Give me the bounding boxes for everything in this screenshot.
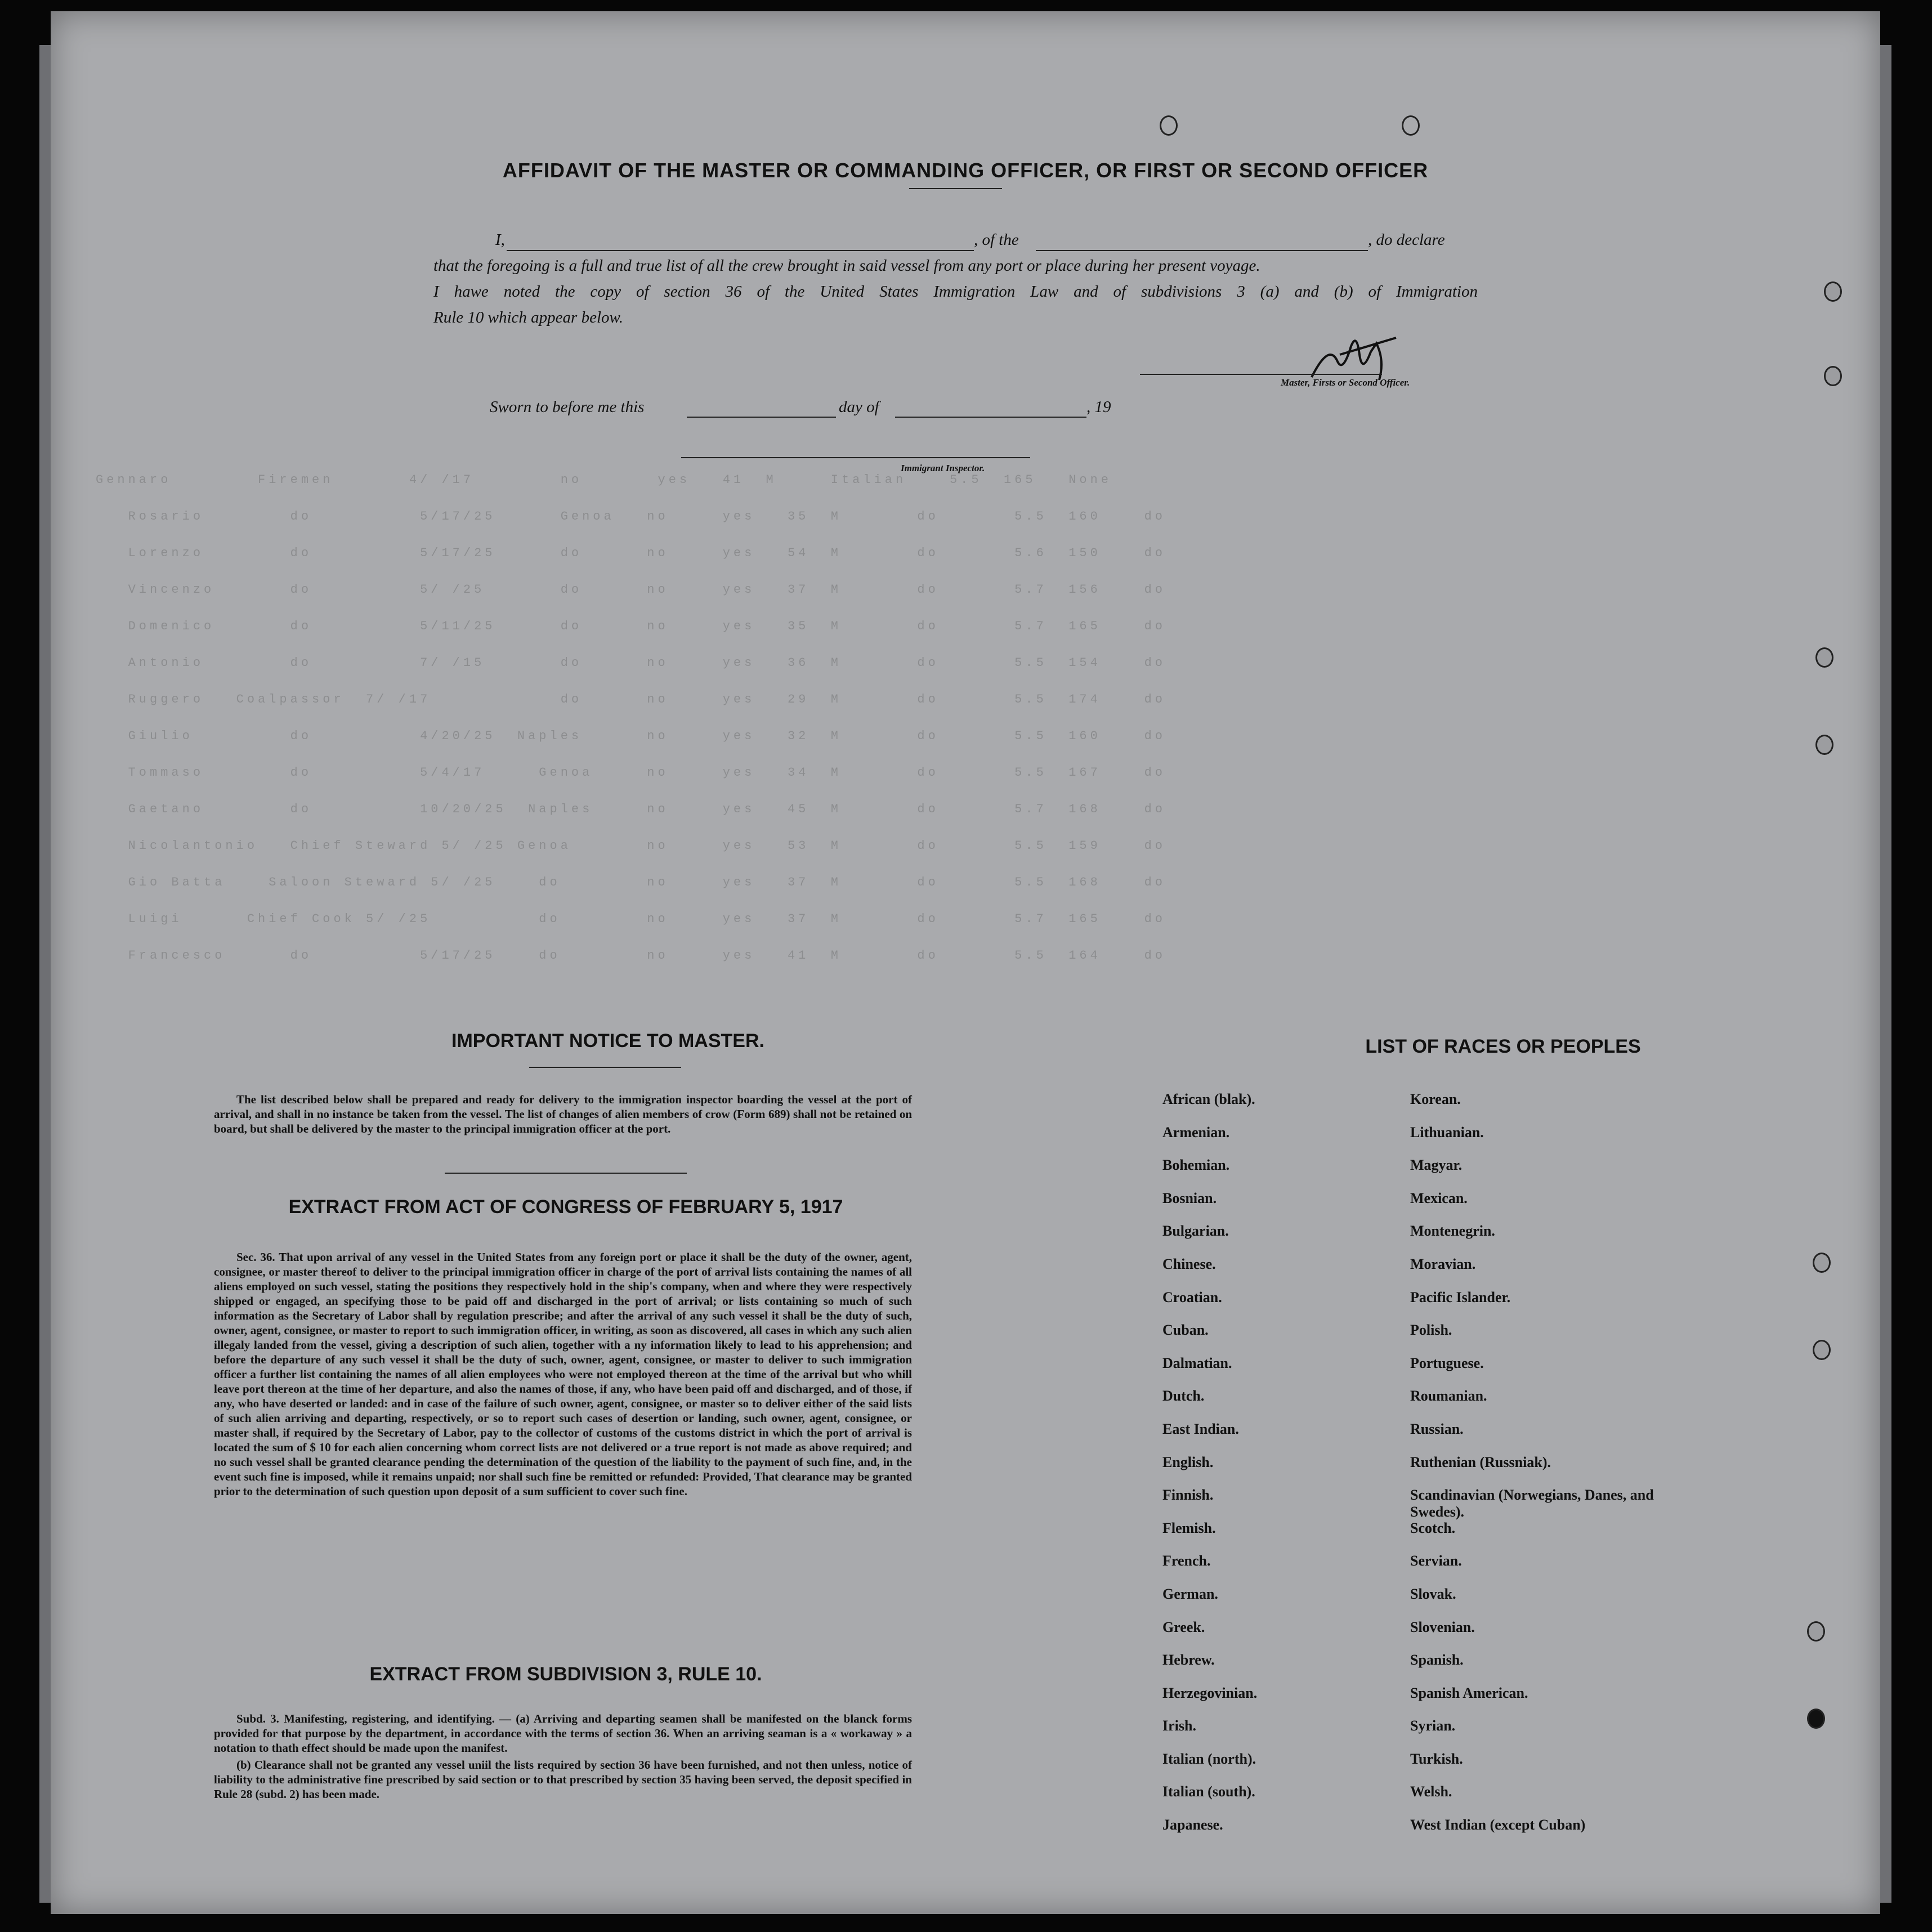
affidavit-declare: , do declare (1368, 231, 1445, 249)
col1-race-item: Japanese. (1162, 1817, 1223, 1833)
binder-hole-icon (1807, 1709, 1825, 1729)
sworn-day-of: day of (839, 398, 879, 416)
binder-hole-icon (1813, 1340, 1831, 1360)
binder-hole-icon (1824, 366, 1842, 386)
binder-hole-icon (1807, 1621, 1825, 1642)
col2-race-item: Russian. (1410, 1420, 1464, 1437)
col2-race-item: Mexican. (1410, 1189, 1468, 1206)
col1-race-item: German. (1162, 1585, 1218, 1602)
col1-race-item: Chinese. (1162, 1255, 1216, 1272)
affidavit-line-4: Rule 10 which appear below. (433, 308, 623, 327)
col2-race-item: Servian. (1410, 1553, 1462, 1569)
section-divider (445, 1173, 687, 1174)
sworn-year: , 19 (1086, 398, 1111, 416)
sworn-text: Sworn to before me this (490, 398, 645, 416)
races-column-1 (1162, 1091, 1376, 1850)
col1-race-item: Dutch. (1162, 1388, 1205, 1405)
col2-race-item: Korean. (1410, 1091, 1461, 1107)
col2-race-item: Syrian. (1410, 1718, 1456, 1734)
affidavit-line-3: I hawe noted the copy of section 36 of the United States Immigration Law and of subdivisions 3 (a) and (b) of Immigration (433, 283, 1478, 301)
act-title: EXTRACT FROM ACT OF CONGRESS OF FEBRUARY 5, 1917 (288, 1196, 843, 1218)
sworn-day-line (687, 417, 836, 418)
binder-hole-icon (1815, 735, 1833, 755)
vessel-name-line (1036, 250, 1368, 251)
inspector-line (681, 457, 1030, 458)
col1-race-item: French. (1162, 1553, 1211, 1569)
col1-race-item: Hebrew. (1162, 1652, 1215, 1669)
col1-race-item: African (blak). (1162, 1091, 1255, 1107)
binder-hole-icon (1813, 1253, 1831, 1273)
col1-race-item: English. (1162, 1454, 1214, 1470)
col1-race-item: Herzegovinian. (1162, 1684, 1258, 1701)
affidavit-title: AFFIDAVIT OF THE MASTER OR COMMANDING OFFICER, OR FIRST OR SECOND OFFICER (502, 159, 1429, 182)
signature-line (1140, 374, 1382, 375)
punch-mark-icon (1402, 115, 1420, 136)
col1-race-item: Bohemian. (1162, 1157, 1230, 1174)
col1-race-item: Irish. (1162, 1718, 1196, 1734)
col2-race-item: Roumanian. (1410, 1388, 1487, 1405)
sworn-month-line (895, 417, 1086, 418)
col2-race-item: Spanish. (1410, 1652, 1464, 1669)
col1-race-item: Dalmatian. (1162, 1354, 1232, 1371)
act-text: Sec. 36. That upon arrival of any vessel in the United States from any foreign port or place it shall be the duty of the owner, agent, consignee, or master thereof to deliver to the principal immigration officer in charge of the port of arrival lists containing the names of all aliens employed on such vessel, stating the positions they respectively hold in the ship's company, when and where they were respectively shipped or engaged, an specifying those to be paid off and discharged in the port of arrival; or lists containing so much of such information as the Secretary of Labor shall by regulation prescribe; and after the arrival of any such vessel it shall be the duty of such, owner, agent, consignee, or master to report to such immigration officer, in writing, as soon as discovered, all cases in which any such alien illegaly landed from the vessel, giving a description of such alien, together with a ny information likely to lead to his apprehension; and before the departure of any such vessel it shall be the duty of such, owner, agent, consignee, or master to deliver to such immigration officer a further list containing the names of all alien employees who were not employed thereon at the time of the arrival but who whill leave port thereon at the time of her departure, and also the names of those, if any, who have been paid off and discharged, and of those, if any, who have deserted or landed: and in case of the failure of such owner, agent, consignee, or master so to deliver either of the said lists of such alien arriving and departing, respectively, or so to report such cases of desertion or landing, such owner, agent, consignee, or master shall, if required by the Secretary of Labor, pay to the collector of customs of the customs district in which the port of arrival is located the sum of $ 10 for each alien concerning whom correct lists are not delivered or a true report is not made as above required; and no such vessel shall be granted clearance pending the determination of the question of the liability to the payment of such fine, and, in the event such fine is imposed, while it remains unpaid; nor shall such fine be remitted or refunded: Provided, That clearance may be granted prior to the determination of such question upon deposit of a sum sufficient to cover such fine. (214, 1250, 912, 1498)
col2-race-item: Lithuanian. (1410, 1124, 1484, 1141)
title-divider (909, 188, 1002, 189)
col2-race-item: Turkish. (1410, 1750, 1463, 1767)
signature-label: Master, Firsts or Second Officer. (1281, 377, 1410, 388)
col1-race-item: Italian (south). (1162, 1783, 1255, 1800)
col1-race-item: Bulgarian. (1162, 1223, 1229, 1240)
binder-hole-icon (1824, 281, 1842, 302)
rule-text-a: Subd. 3. Manifesting, registering, and identifying. — (a) Arriving and departing seamen shall be manifested on the blanck forms provided for that purpose by the department, in accordance with the terms of section 36. When an arriving seaman is a « workaway » a notation to thath effect should be made upon the manifest. (214, 1712, 912, 1755)
col1-race-item: Greek. (1162, 1618, 1205, 1635)
notice-text: The list described below shall be prepared and ready for delivery to the immigration inspector boarding the vessel at the port of arrival, and shall in no instance be taken from the vessel. The list of changes of alien members of crow (Form 689) shall not be retained on board, but shall be delivered by the master to the principal immigration officer at the port. (214, 1093, 912, 1135)
affidavit-line-2: that the foregoing is a full and true list of all the crew brought in said vessel from any port or place during her present voyage. (433, 257, 1260, 275)
rule-title: EXTRACT FROM SUBDIVISION 3, RULE 10. (369, 1663, 762, 1685)
col1-race-item: Croatian. (1162, 1289, 1222, 1305)
col2-race-item: Spanish American. (1410, 1684, 1528, 1701)
col2-race-item: Pacific Islander. (1410, 1289, 1511, 1305)
punch-mark-icon (1160, 115, 1178, 136)
master-name-line (507, 250, 974, 251)
rule-text (214, 1711, 912, 1804)
col2-race-item: Scotch. (1410, 1519, 1456, 1536)
col2-race-item: Portuguese. (1410, 1354, 1484, 1371)
notice-divider (529, 1067, 681, 1068)
col1-race-item: Flemish. (1162, 1519, 1216, 1536)
races-title: LIST OF RACES OR PEOPLES (1365, 1036, 1641, 1057)
col1-race-item: Italian (north). (1162, 1750, 1256, 1767)
rule-text-b: (b) Clearance shall not be granted any vessel uniil the lists required by section 36 have been furnished, and not then unless, notice of liability to the administrative fine prescribed by said section or to that prescribed by section 35 having been served, the deposit specified in Rule 28 (subd. 2) has been made. (214, 1758, 912, 1801)
affidavit-i: I, (495, 231, 505, 249)
affidavit-of-the: , of the (974, 231, 1019, 249)
col2-race-item: Moravian. (1410, 1255, 1476, 1272)
col1-race-item: Cuban. (1162, 1322, 1209, 1339)
col2-race-item: Slovenian. (1410, 1618, 1475, 1635)
binder-hole-icon (1815, 647, 1833, 668)
col1-race-item: Bosnian. (1162, 1189, 1217, 1206)
col2-race-item: Slovak. (1410, 1585, 1456, 1602)
col2-race-item: Magyar. (1410, 1157, 1463, 1174)
inspector-label: Immigrant Inspector. (901, 463, 985, 473)
col1-race-item: Armenian. (1162, 1124, 1230, 1141)
col2-race-item: Polish. (1410, 1322, 1452, 1339)
col2-race-item: Montenegrin. (1410, 1223, 1495, 1240)
col2-race-item: Ruthenian (Russniak). (1410, 1454, 1551, 1470)
bleed-through-text: Gennaro Firemen 4/ /17 no yes 41 M Italian 5.5 165 None Rosario do 5/17/25 Genoa no yes 35 M do 5.5 160 do Lorenzo do 5/17/25 do no yes 54 M do 5.6 150 do Vincenzo do 5/ /25 do no yes 37 M do 5.7 156 do Domenico do 5/11/25 do no yes 35 M do 5.7 165 do Antonio do 7/ /15 do no yes 36 M do 5.5 154 do Ruggero Coalpassor 7/ /17 do no yes 29 M do 5.5 174 do Giulio do 4/20/25 Naples no yes 32 M do 5.5 160 do Tommaso do 5/4/17 Genoa no yes 34 M do 5.5 167 do Gaetano do 10/20/25 Naples no yes 45 M do 5.7 168 do Nicolantonio Chief Steward 5/ /25 Genoa no yes 53 M do 5.5 159 do Gio Batta Saloon Steward 5/ /25 do no yes 37 M do 5.5 168 do Luigi Chief Cook 5/ /25 do no yes 37 M do 5.7 165 do Francesco do 5/17/25 do no yes 41 M do 5.5 164 do (96, 473, 1166, 963)
notice-title: IMPORTANT NOTICE TO MASTER. (451, 1030, 764, 1052)
signature-icon (1306, 321, 1407, 405)
races-column-2 (1410, 1091, 1703, 1850)
col1-race-item: Finnish. (1162, 1487, 1214, 1504)
document-page (51, 11, 1880, 1914)
col1-race-item: East Indian. (1162, 1420, 1239, 1437)
col2-race-item: Welsh. (1410, 1783, 1452, 1800)
col2-race-item: Scandinavian (Norwegians, Danes, and Swedes). (1410, 1487, 1654, 1520)
col2-race-item: West Indian (except Cuban) (1410, 1817, 1586, 1833)
